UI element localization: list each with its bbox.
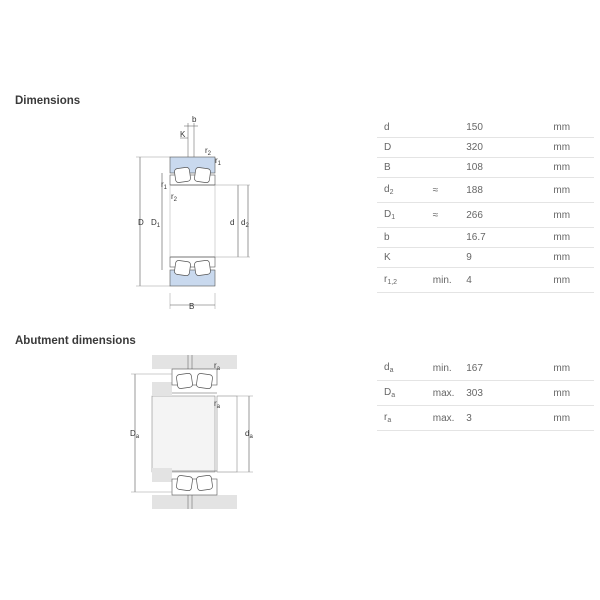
- spec-qualifier: max.: [433, 406, 466, 431]
- label-r2-top: $r_2$: [205, 146, 212, 157]
- spec-symbol-letter: r: [384, 274, 388, 285]
- label-r1-top: $r_1$: [215, 156, 222, 167]
- spec-row: [377, 356, 594, 381]
- spec-symbol: [377, 118, 433, 138]
- spec-symbol-letter: b: [384, 232, 390, 243]
- spec-symbol-letter: d: [384, 122, 390, 133]
- spec-value: 188: [466, 178, 553, 203]
- spec-value: 16.7: [466, 228, 553, 248]
- spec-qualifier: min.: [433, 356, 466, 381]
- spec-symbol-letter: D: [384, 209, 392, 220]
- label-r1-left: $r_1$: [161, 180, 168, 191]
- spec-row: [377, 248, 594, 268]
- spec-row: [377, 228, 594, 248]
- spec-qualifier: [433, 228, 466, 248]
- spec-row: [377, 203, 594, 228]
- spec-symbol-letter: d: [384, 362, 390, 373]
- spec-value: 320: [466, 138, 553, 158]
- spec-symbol-letter: K: [384, 252, 391, 263]
- spec-symbol: [377, 178, 433, 203]
- spec-symbol-letter: d: [384, 184, 390, 195]
- spec-symbol: [377, 406, 433, 431]
- spec-qualifier: max.: [433, 381, 466, 406]
- spec-row: [377, 138, 594, 158]
- spec-symbol-subscript: a: [387, 417, 392, 424]
- label-da: $d_a$: [245, 429, 253, 440]
- label-d2: $d_2$: [241, 218, 249, 229]
- bearing-dimensions-drawing: [128, 113, 258, 318]
- spec-unit: mm: [553, 138, 594, 158]
- spec-row: [377, 268, 594, 293]
- spec-qualifier: [433, 138, 466, 158]
- spec-qualifier: min.: [433, 268, 466, 293]
- dimensions-table: [377, 118, 594, 293]
- label-D: D: [138, 218, 144, 227]
- label-Da: $D_a$: [130, 429, 140, 440]
- abutment-dimensions-drawing: [125, 352, 260, 519]
- label-K: K: [180, 130, 186, 139]
- spec-symbol-letter: B: [384, 162, 391, 173]
- spec-row: [377, 118, 594, 138]
- spec-value: 266: [466, 203, 553, 228]
- spec-symbol-subscript: 1,2: [387, 279, 398, 286]
- spec-row: [377, 178, 594, 203]
- spec-value: 108: [466, 158, 553, 178]
- spec-row: [377, 158, 594, 178]
- spec-symbol: [377, 268, 433, 293]
- spec-row: [377, 406, 594, 431]
- spec-value: 9: [466, 248, 553, 268]
- spec-symbol: [377, 381, 433, 406]
- spec-unit: mm: [553, 406, 594, 431]
- spec-value: 150: [466, 118, 553, 138]
- spec-row: [377, 381, 594, 406]
- label-ra-mid: $r_a$: [214, 399, 221, 410]
- spec-unit: mm: [553, 381, 594, 406]
- spec-qualifier: [433, 158, 466, 178]
- spec-unit: mm: [553, 118, 594, 138]
- spec-unit: mm: [553, 228, 594, 248]
- spec-value: 3: [466, 406, 553, 431]
- spec-unit: mm: [553, 248, 594, 268]
- spec-unit: mm: [553, 178, 594, 203]
- abutment-dimensions-heading: Abutment dimensions: [15, 335, 136, 347]
- label-ra-top: $r_a$: [214, 361, 221, 372]
- label-b: b: [192, 115, 197, 124]
- spec-symbol-subscript: 2: [389, 189, 394, 196]
- label-r2-left: $r_2$: [171, 192, 178, 203]
- spec-symbol: [377, 203, 433, 228]
- spec-value: 303: [466, 381, 553, 406]
- spec-value: 4: [466, 268, 553, 293]
- spec-unit: mm: [553, 268, 594, 293]
- abutment-dimensions-table: [377, 356, 594, 431]
- spec-symbol-subscript: 1: [391, 214, 396, 221]
- spec-symbol: [377, 138, 433, 158]
- spec-symbol-subscript: a: [389, 367, 394, 374]
- spec-symbol-letter: r: [384, 412, 388, 423]
- spec-symbol-subscript: a: [391, 392, 396, 399]
- label-d: d: [230, 218, 235, 227]
- spec-symbol-letter: D: [384, 142, 392, 153]
- spec-symbol: [377, 228, 433, 248]
- spec-qualifier: ≈: [433, 178, 466, 203]
- spec-unit: mm: [553, 356, 594, 381]
- spec-unit: mm: [553, 203, 594, 228]
- label-B: B: [189, 302, 195, 311]
- dimensions-heading: Dimensions: [15, 95, 81, 107]
- spec-symbol-letter: D: [384, 387, 392, 398]
- spec-symbol: [377, 158, 433, 178]
- spec-qualifier: [433, 248, 466, 268]
- spec-qualifier: ≈: [433, 203, 466, 228]
- spec-symbol: [377, 356, 433, 381]
- spec-qualifier: [433, 118, 466, 138]
- spec-symbol: [377, 248, 433, 268]
- spec-unit: mm: [553, 158, 594, 178]
- label-D1: $D_1$: [151, 218, 161, 229]
- spec-value: 167: [466, 356, 553, 381]
